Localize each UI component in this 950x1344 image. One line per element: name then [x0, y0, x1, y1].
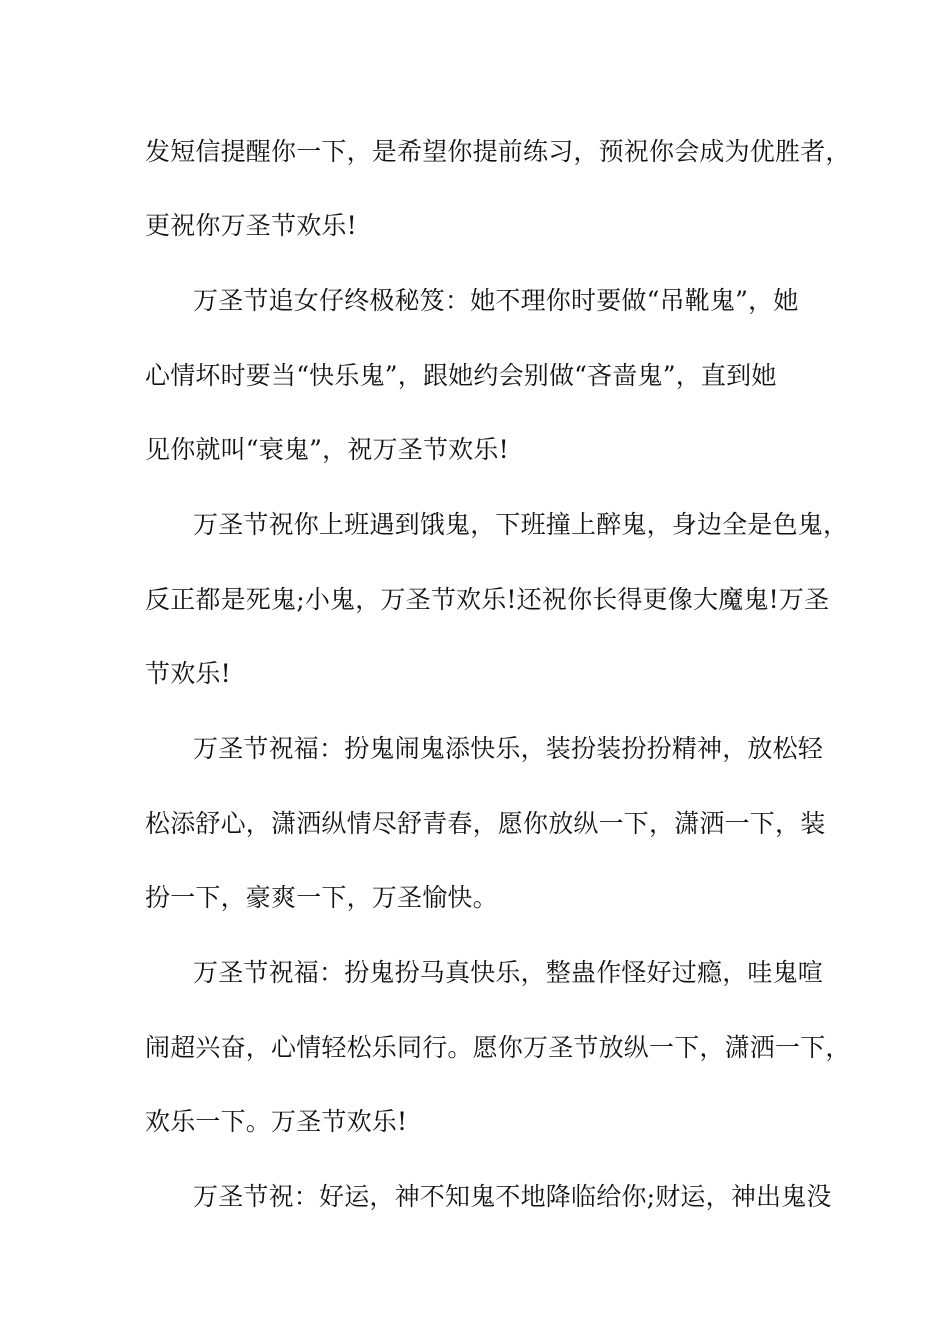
text-line: 闹超兴奋，心情轻松乐同行。愿你万圣节放纵一下，潇洒一下，: [145, 1033, 851, 1062]
text-line: 见你就叫“衰鬼”，祝万圣节欢乐!: [145, 435, 509, 464]
text-line: 扮一下，豪爽一下，万圣愉快。: [145, 883, 498, 912]
paragraph-start-line: 万圣节祝福：扮鬼扮马真快乐，整蛊作怪好过瘾，哇鬼喧: [193, 958, 824, 987]
text-line: 心情坏时要当“快乐鬼”，跟她约会别做“吝啬鬼”，直到她: [145, 361, 777, 390]
text-line: 松添舒心，潇洒纵情尽舒青春，愿你放纵一下，潇洒一下，装: [145, 809, 826, 838]
paragraph-start-line: 万圣节追女仔终极秘笈：她不理你时要做“吊靴鬼”，她: [193, 286, 799, 315]
text-line: 欢乐一下。万圣节欢乐!: [145, 1107, 408, 1136]
text-line: 节欢乐!: [145, 659, 231, 688]
text-line: 更祝你万圣节欢乐!: [145, 211, 357, 240]
paragraph-start-line: 万圣节祝：好运，神不知鬼不地降临给你;财运，神出鬼没: [193, 1182, 832, 1211]
text-line: 反正都是死鬼;小鬼，万圣节欢乐!还祝你长得更像大魔鬼!万圣: [145, 585, 830, 614]
text-line: 发短信提醒你一下，是希望你提前练习，预祝你会成为优胜者，: [145, 137, 851, 166]
paragraph-start-line: 万圣节祝福：扮鬼闹鬼添快乐，装扮装扮扮精神，放松轻: [193, 734, 824, 763]
paragraph-start-line: 万圣节祝你上班遇到饿鬼，下班撞上醉鬼，身边全是色鬼，: [193, 510, 849, 539]
